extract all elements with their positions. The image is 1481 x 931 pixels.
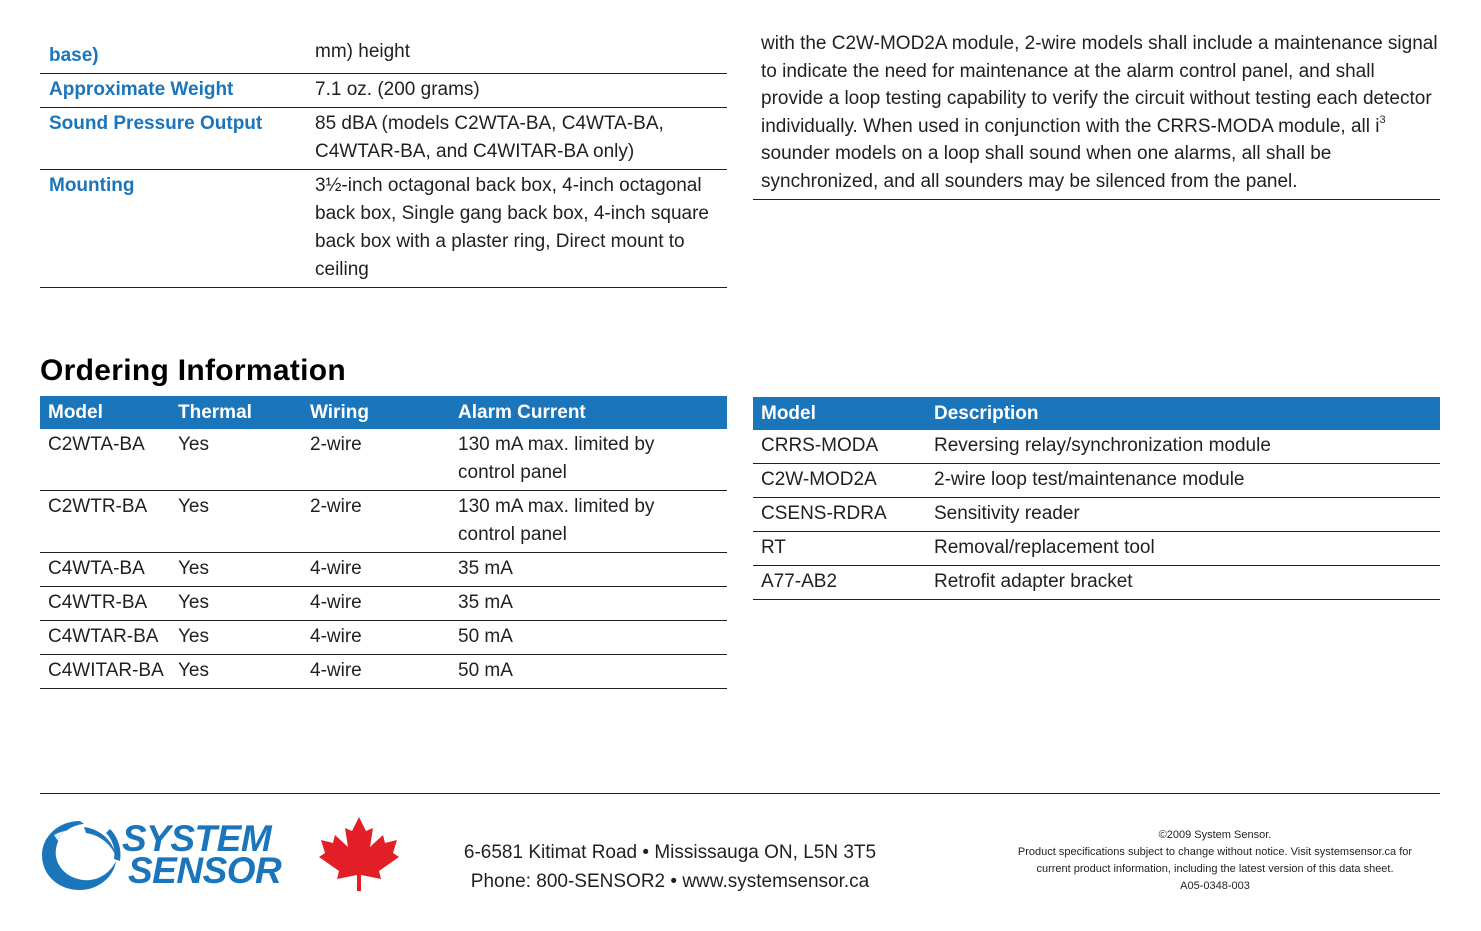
ordering-heading: Ordering Information [40, 354, 346, 387]
cell-wiring: 2-wire [310, 434, 362, 455]
legal-notice [985, 827, 1445, 895]
description-paragraph [753, 30, 1440, 200]
spec-label: Approximate Weight [49, 79, 234, 100]
footer-divider [40, 793, 1440, 794]
table-row [753, 498, 1440, 532]
column-header-model: Model [40, 396, 170, 429]
table-row [40, 491, 727, 553]
company-address [430, 838, 910, 896]
cell-model: C4WTA-BA [48, 558, 145, 579]
table-row [40, 553, 727, 587]
table-row [40, 621, 727, 655]
contact-line: Phone: 800-SENSOR2 • www.systemsensor.ca [470, 871, 870, 892]
document-number: A05-0348-003 [1180, 880, 1250, 892]
cell-thermal: Yes [178, 434, 209, 455]
table-row [753, 566, 1440, 600]
column-header-description: Description [926, 397, 1440, 430]
paragraph-text: with the C2W-MOD2A module, 2-wire models shall include a maintenance signal to indicate the need for maintenance at the alarm control panel, and shall provide a loop testing capability to verify the circuit without testing each detector individually. When used in conjunction with the CRRS-MODA module, all i [761, 33, 1438, 137]
cell-alarm-current: 130 mA max. limited by control panel [458, 434, 655, 483]
table-row [753, 430, 1440, 464]
legal-line: Product specifications subject to change without notice. Visit systemsensor.ca for [1017, 846, 1413, 858]
table-row [40, 587, 727, 621]
cell-description: Sensitivity reader [934, 503, 1080, 524]
copyright-line: ©2009 System Sensor. [1158, 829, 1272, 841]
column-header-thermal: Thermal [170, 396, 302, 429]
cell-model: CRRS-MODA [761, 435, 879, 456]
spec-value: 7.1 oz. (200 grams) [315, 79, 480, 100]
spec-row [40, 108, 727, 170]
cell-description: 2-wire loop test/maintenance module [934, 469, 1245, 490]
system-sensor-logo [40, 815, 400, 895]
spec-label: base) [49, 45, 99, 66]
cell-alarm-current: 130 mA max. limited by control panel [458, 496, 655, 545]
spec-value: 3½-inch octagonal back box, 4-inch octagonal back box, Single gang back box, 4-inch square back box with a plaster ring, Direct mount to ceiling [315, 175, 709, 280]
cell-thermal: Yes [178, 626, 209, 647]
legal-line: current product information, including the latest version of this data sheet. [1036, 863, 1394, 875]
table-row [40, 429, 727, 491]
spec-label: Mounting [49, 175, 135, 196]
cell-thermal: Yes [178, 558, 209, 579]
cell-wiring: 4-wire [310, 626, 362, 647]
cell-model: CSENS-RDRA [761, 503, 887, 524]
cell-wiring: 4-wire [310, 660, 362, 681]
spec-row [40, 38, 727, 74]
cell-alarm-current: 50 mA [458, 660, 513, 681]
detector-ordering-table [40, 396, 727, 689]
maple-leaf-icon [319, 817, 399, 891]
address-line: 6-6581 Kitimat Road • Mississauga ON, L5N 3T5 [463, 842, 877, 863]
cell-thermal: Yes [178, 496, 209, 517]
logo-text-system: SYSTEM [122, 818, 272, 859]
table-header-row [753, 397, 1440, 430]
column-header-alarm-current: Alarm Current [450, 396, 727, 429]
column-header-model: Model [753, 397, 926, 430]
paragraph-superscript: 3 [1379, 113, 1386, 126]
paragraph-text-cont: sounder models on a loop shall sound when one alarms, all shall be synchronized, and all sounders may be silenced from the panel. [761, 143, 1332, 192]
cell-wiring: 4-wire [310, 592, 362, 613]
cell-wiring: 4-wire [310, 558, 362, 579]
table-row [40, 655, 727, 689]
cell-model: RT [761, 537, 786, 558]
spec-label: Sound Pressure Output [49, 113, 263, 134]
table-header-row [40, 396, 727, 429]
cell-alarm-current: 35 mA [458, 558, 513, 579]
cell-model: C4WTR-BA [48, 592, 148, 613]
cell-description: Removal/replacement tool [934, 537, 1155, 558]
cell-model: C2WTA-BA [48, 434, 145, 455]
accessory-ordering-table [753, 397, 1440, 600]
cell-thermal: Yes [178, 592, 209, 613]
cell-description: Reversing relay/synchronization module [934, 435, 1271, 456]
spec-value: mm) height [315, 41, 411, 62]
spec-value: 85 dBA (models C2WTA-BA, C4WTA-BA, C4WTAR-BA, and C4WITAR-BA only) [315, 113, 664, 162]
cell-model: C4WTAR-BA [48, 626, 159, 647]
cell-alarm-current: 35 mA [458, 592, 513, 613]
cell-model: C4WITAR-BA [48, 660, 164, 681]
logo-text-sensor: SENSOR [128, 850, 282, 891]
spec-row [40, 74, 727, 108]
cell-wiring: 2-wire [310, 496, 362, 517]
cell-description: Retrofit adapter bracket [934, 571, 1133, 592]
cell-model: C2W-MOD2A [761, 469, 877, 490]
column-header-wiring: Wiring [302, 396, 450, 429]
cell-model: A77-AB2 [761, 571, 838, 592]
cell-alarm-current: 50 mA [458, 626, 513, 647]
cell-thermal: Yes [178, 660, 209, 681]
system-sensor-swirl-icon [42, 821, 121, 890]
spec-row [40, 170, 727, 288]
table-row [753, 464, 1440, 498]
table-row [753, 532, 1440, 566]
specifications-table [40, 38, 727, 288]
cell-model: C2WTR-BA [48, 496, 148, 517]
